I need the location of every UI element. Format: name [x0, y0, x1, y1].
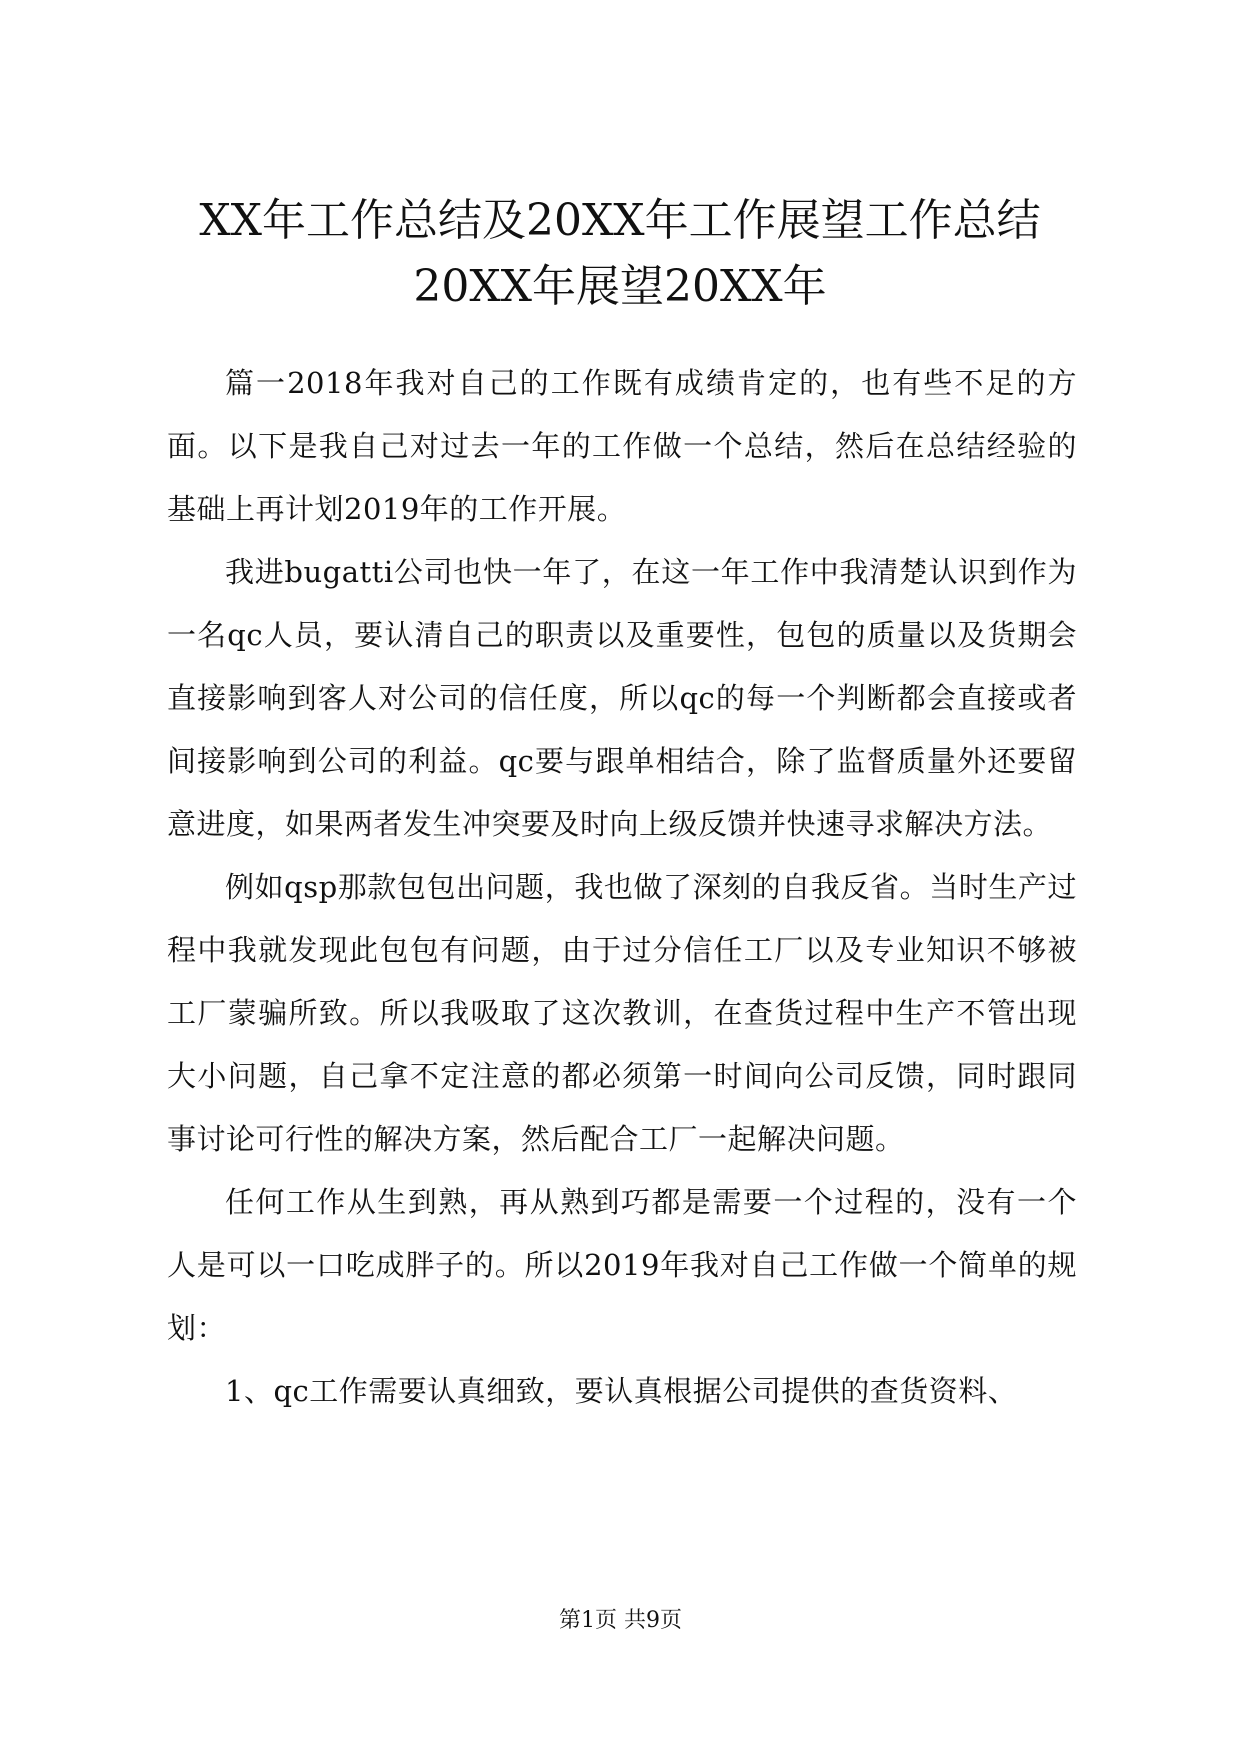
document-title [150, 188, 1090, 320]
paragraph-1: 篇一2018年我对自己的工作既有成绩肯定的，也有些不足的方面。以下是我自己对过去一年的工作做一个总结，然后在总结经验的基础上再计划2019年的工作开展。 [167, 366, 1077, 526]
title-line-1: XX年工作总结及20XX年工作展望工作总结 [199, 195, 1041, 246]
paragraph-4: 任何工作从生到熟，再从熟到巧都是需要一个过程的，没有一个人是可以一口吃成胖子的。所以2019年我对自己工作做一个简单的规划： [167, 1185, 1077, 1345]
page-footer: 第1页 共9页 [559, 1608, 682, 1633]
title-line-2: 20XX年展望20XX年 [413, 261, 827, 312]
document-body [167, 352, 1077, 1423]
paragraph-2: 我进bugatti公司也快一年了，在这一年工作中我清楚认识到作为一名qc人员，要认清自己的职责以及重要性，包包的质量以及货期会直接影响到客人对公司的信任度，所以qc的每一个判断都会直接或者间接影响到公司的利益。qc要与跟单相结合，除了监督质量外还要留意进度，如果两者发生冲突要及时向上级反馈并快速寻求解决方法。 [167, 555, 1077, 841]
paragraph-3: 例如qsp那款包包出问题，我也做了深刻的自我反省。当时生产过程中我就发现此包包有问题，由于过分信任工厂以及专业知识不够被工厂蒙骗所致。所以我吸取了这次教训，在查货过程中生产不管出现大小问题，自己拿不定注意的都必须第一时间向公司反馈，同时跟同事讨论可行性的解决方案，然后配合工厂一起解决问题。 [167, 870, 1077, 1156]
paragraph-5: 1、qc工作需要认真细致，要认真根据公司提供的查货资料、 [225, 1374, 1018, 1408]
